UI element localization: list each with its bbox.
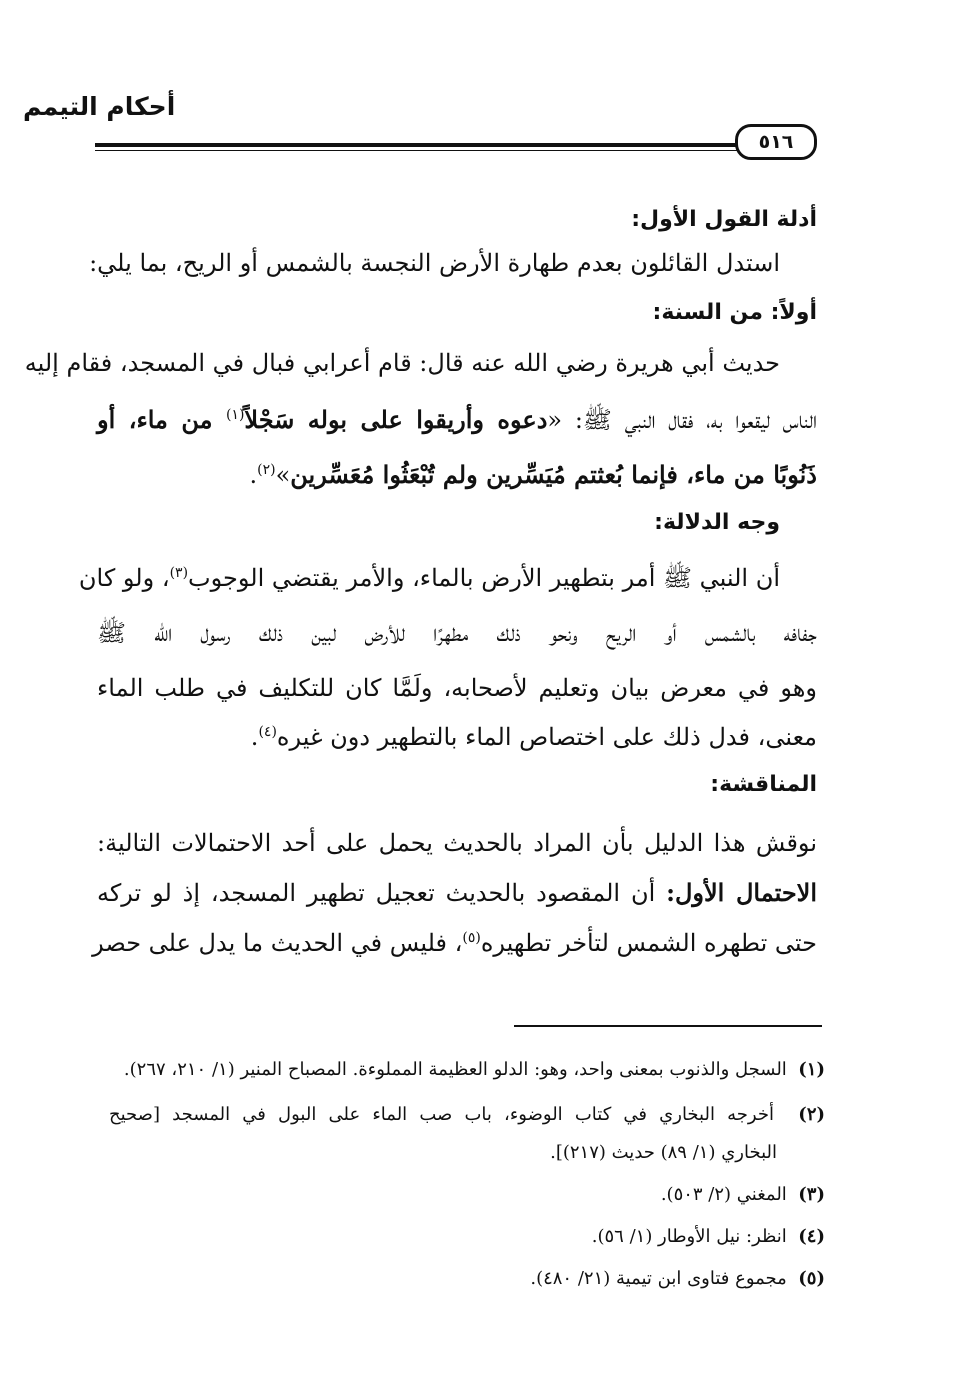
- hadith-l3-end: .: [249, 461, 258, 489]
- footnote-1: [109, 1055, 825, 1085]
- footnote-3: [109, 1180, 825, 1210]
- discussion-line-1: نوقش هذا الدليل بأن المراد بالحديث يحمل على أحد الاحتمالات التالية:: [97, 829, 817, 857]
- footnote-2-continuation: البخاري (١/ ٨٩) حديث (٢١٧)].: [550, 1142, 777, 1163]
- hadith-line-3: [97, 455, 817, 495]
- footnote-number: (٥): [798, 1268, 825, 1289]
- footnote-text: السجل والذنوب بمعنى واحد، وهو: الدلو العظيمة المملوءة. المصباح المنير (١/ ٢١٠، ٢٦٧).: [123, 1059, 787, 1080]
- discussion-l3-pre: حتى تطهره الشمس لتأخر تطهيره: [480, 929, 817, 957]
- hadith-line-2: [97, 400, 817, 440]
- footnote-number: (٣): [798, 1184, 825, 1205]
- indication-line-2: جفافه بالشمس أو الريح ونحو ذلك مطهرًا للأرض لبين ذلك رسول الله ﷺ: [97, 619, 817, 647]
- indication-l1-post: ، ولو كان: [78, 564, 170, 592]
- indication-l4-end: .: [250, 723, 259, 751]
- discussion-l2-post: أن المقصود بالحديث تعجيل تطهير المسجد، إذ لو تركه: [97, 879, 667, 907]
- hadith-l2-bold: دعوه وأريقوا على بوله سَجْلاً: [244, 405, 548, 434]
- footnote-separator: [514, 1025, 822, 1027]
- footnote-text: انظر: نيل الأوطار (١/ ٥٦).: [591, 1226, 787, 1247]
- indication-line-4: [97, 717, 817, 757]
- heading-discussion: المناقشة:: [710, 772, 817, 797]
- discussion-line-3: [92, 923, 817, 963]
- heading-evidence: أدلة القول الأول:: [631, 207, 817, 232]
- discussion-l2-bold: الاحتمال الأول:: [666, 878, 818, 907]
- footnote-text: مجموع فتاوى ابن تيمية (٢١/ ٤٨٠).: [530, 1268, 787, 1289]
- indication-line-1: [78, 558, 780, 598]
- header-rule: [95, 143, 815, 147]
- hadith-line-1: حديث أبي هريرة رضي الله عنه قال: قام أعرابي فبال في المسجد، فقام إليه: [24, 349, 780, 377]
- heading-sunnah: أولاً: من السنة:: [652, 300, 817, 325]
- footnote-ref-5[interactable]: (٥): [462, 930, 481, 946]
- footnote-number: (٤): [798, 1226, 825, 1247]
- hadith-l2-post: من ماء، أو: [97, 405, 226, 434]
- page-number: ٥١٦: [735, 124, 817, 160]
- footnote-5: [109, 1264, 825, 1294]
- hadith-l3-bold: ذَنُوبًا من ماء، فإنما بُعثتم مُيَسِّرين ولم تُبْعَثُوا مُعَسِّرين: [290, 460, 817, 489]
- footnote-2: [109, 1100, 825, 1130]
- indication-l4-pre: معنى، فدل ذلك على اختصاص الماء بالتطهير دون غيره: [276, 723, 817, 751]
- footnote-number: (١): [798, 1059, 825, 1080]
- intro-paragraph: استدل القائلون بعدم طهارة الأرض النجسة بالشمس أو الريح، بما يلي:: [89, 249, 780, 277]
- discussion-l3-post: ، فليس في الحديث ما يدل على حصر: [92, 929, 463, 957]
- footnote-4: [109, 1222, 825, 1252]
- footnote-text: المغني (٢/ ٥٠٣).: [660, 1184, 787, 1205]
- footnote-text: أخرجه البخاري في كتاب الوضوء، باب صب الماء على البول في المسجد [صحيح: [109, 1104, 774, 1125]
- footnote-ref-1[interactable]: (١): [225, 407, 245, 423]
- footnote-ref-4[interactable]: (٤): [258, 724, 277, 740]
- hadith-l2-pre: الناس ليقعوا به، فقال النبي ﷺ: «: [547, 406, 817, 434]
- indication-l1-pre: أن النبي ﷺ أمر بتطهير الأرض بالماء، والأمر يقتضي الوجوب: [188, 564, 780, 592]
- header-rule-thin: [95, 150, 815, 151]
- discussion-line-2: [97, 873, 817, 913]
- indication-line-3: وهو في معرض بيان وتعليم لأصحابه، ولَمَّا كان للتكليف في طلب الماء: [97, 674, 817, 702]
- footnote-ref-3[interactable]: (٣): [169, 565, 189, 581]
- running-title: أحكام التيمم: [23, 92, 176, 121]
- footnote-number: (٢): [798, 1104, 826, 1125]
- hadith-l3-close: »: [275, 461, 291, 489]
- heading-indication: وجه الدلالة:: [654, 510, 780, 535]
- footnote-ref-2[interactable]: (٢): [257, 462, 276, 478]
